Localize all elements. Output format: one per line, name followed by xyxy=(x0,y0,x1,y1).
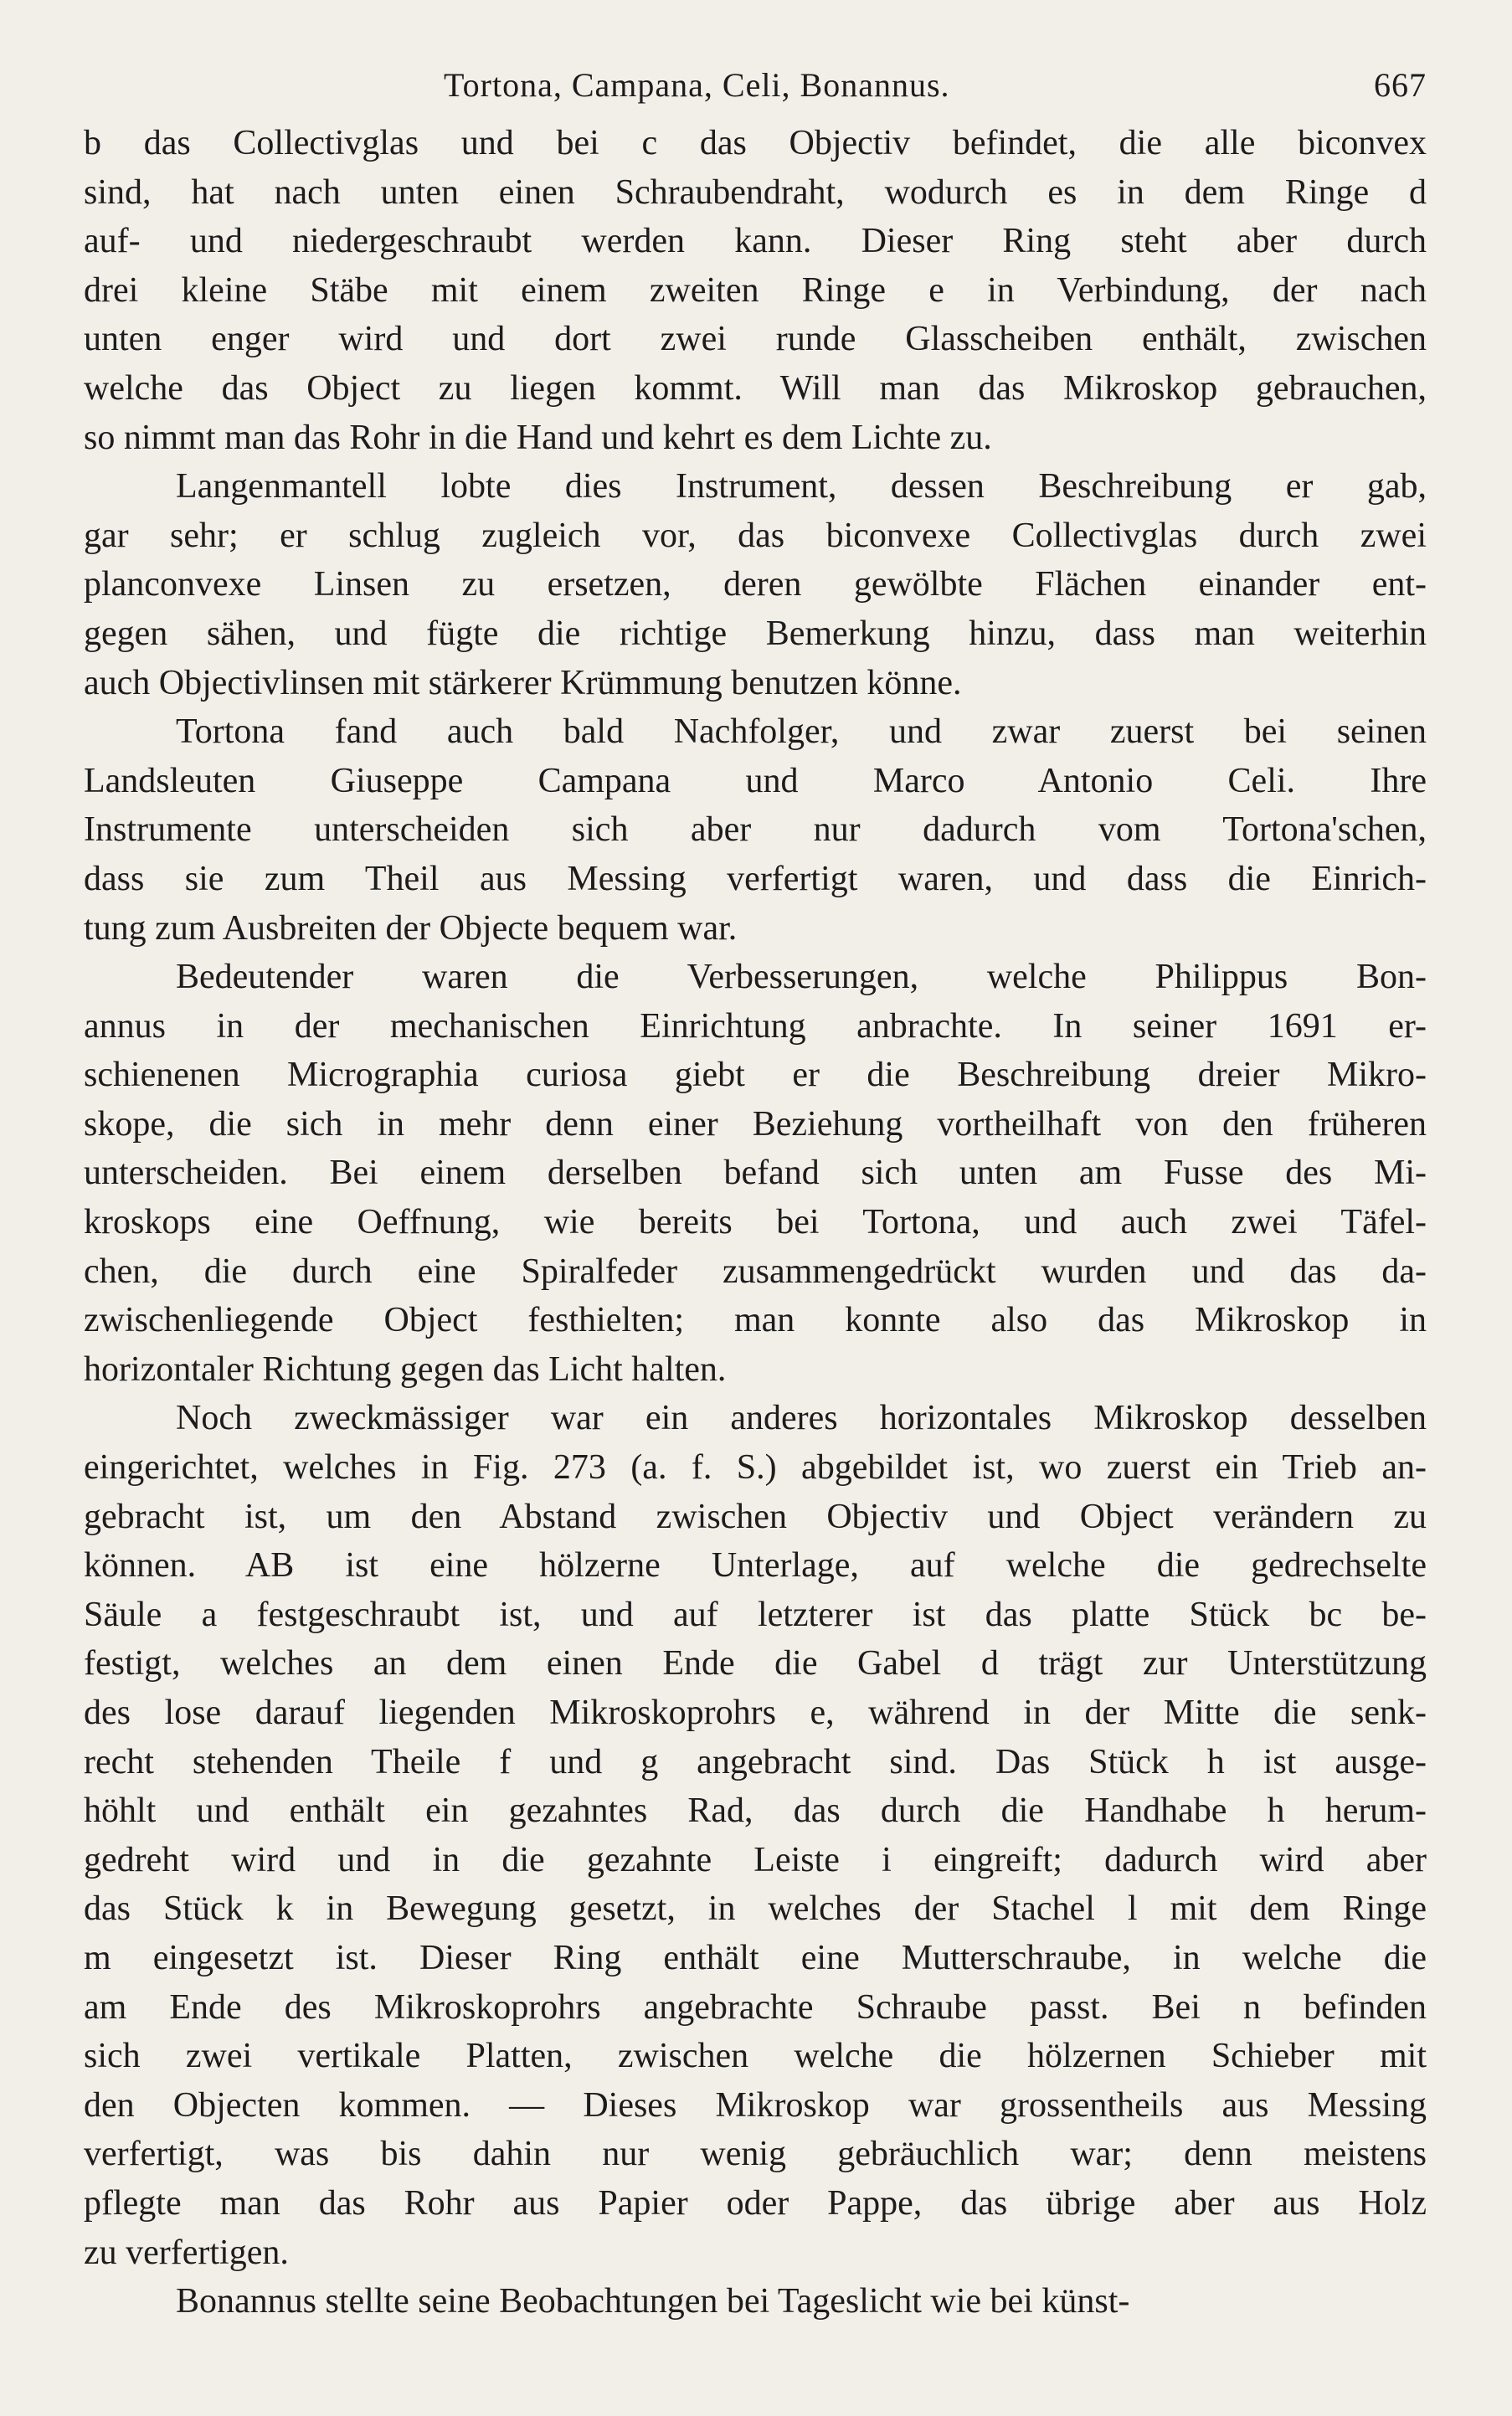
text-line: annus in der mechanischen Einrichtung anbrachte. In seiner 1691 er- xyxy=(84,1006,1427,1046)
text-line: festigt, welches an dem einen Ende die Gabel d trägt zur Unterstützung xyxy=(84,1644,1427,1683)
text-line: Bonannus stellte seine Beobachtungen bei Tageslicht wie bei künst- xyxy=(176,2282,1130,2321)
text-line: sind, hat nach unten einen Schraubendraht, wodurch es in dem Ringe d xyxy=(84,172,1427,212)
text-line: eingerichtet, welches in Fig. 273 (a. f. S.) abgebildet ist, wo zuerst ein Trieb an- xyxy=(84,1448,1427,1488)
text-line: horizontaler Richtung gegen das Licht halten. xyxy=(84,1349,727,1389)
text-line: schienenen Micrographia curiosa giebt er die Beschreibung dreier Mikro- xyxy=(84,1056,1427,1095)
page-number: 667 xyxy=(1374,66,1427,104)
text-line: Säule a festgeschraubt ist, und auf letzterer ist das platte Stück bc be- xyxy=(84,1595,1427,1634)
text-line: unten enger wird und dort zwei runde Glasscheiben enthält, zwischen xyxy=(84,320,1427,359)
text-line: gedreht wird und in die gezahnte Leiste i eingreift; dadurch wird aber xyxy=(84,1840,1427,1879)
text-line: tung zum Ausbreiten der Objecte bequem war. xyxy=(84,908,738,948)
text-line: chen, die durch eine Spiralfeder zusammengedrückt wurden und das da- xyxy=(84,1252,1427,1291)
text-line: welche das Object zu liegen kommt. Will man das Mikroskop gebrauchen, xyxy=(84,368,1427,408)
text-line: das Stück k in Bewegung gesetzt, in welches der Stachel l mit dem Ringe xyxy=(84,1889,1427,1929)
text-line: verfertigt, was bis dahin nur wenig gebräuchlich war; denn meistens xyxy=(84,2135,1427,2174)
text-line: b das Collectivglas und bei c das Objectiv befindet, die alle biconvex xyxy=(84,124,1427,162)
text-line: zu verfertigen. xyxy=(84,2233,289,2272)
text-line: auch Objectivlinsen mit stärkerer Krümmung benutzen könne. xyxy=(84,663,962,702)
text-line: zwischenliegende Object festhielten; man konnte also das Mikroskop in xyxy=(84,1301,1427,1340)
text-line: höhlt und enthält ein gezahntes Rad, das durch die Handhabe h herum- xyxy=(84,1791,1427,1831)
text-line: gegen sähen, und fügte die richtige Bemerkung hinzu, dass man weiterhin xyxy=(84,614,1427,653)
text-line: skope, die sich in mehr denn einer Beziehung vortheilhaft von den früheren xyxy=(84,1104,1427,1144)
text-line: m eingesetzt ist. Dieser Ring enthält eine Mutterschraube, in welche die xyxy=(84,1938,1427,1977)
text-line: können. AB ist eine hölzerne Unterlage, auf welche die gedrechselte xyxy=(84,1546,1427,1586)
text-line: recht stehenden Theile f und g angebracht sind. Das Stück h ist ausge- xyxy=(84,1742,1427,1781)
text-line: kroskops eine Oeffnung, wie bereits bei Tortona, und auch zwei Täfel- xyxy=(84,1203,1427,1242)
text-line: am Ende des Mikroskoprohrs angebrachte Schraube passt. Bei n befinden xyxy=(84,1987,1427,2027)
text-line: planconvexe Linsen zu ersetzen, deren gewölbte Flächen einander ent- xyxy=(84,565,1427,604)
text-line: pflegte man das Rohr aus Papier oder Pappe, das übrige aber aus Holz xyxy=(84,2183,1427,2223)
paragraph xyxy=(84,953,1427,1394)
text-line: gebracht ist, um den Abstand zwischen Objectiv und Object verändern zu xyxy=(84,1497,1427,1536)
text-line: Instrumente unterscheiden sich aber nur dadurch vom Tortona'schen, xyxy=(84,810,1427,850)
text-line: unterscheiden. Bei einem derselben befand sich unten am Fusse des Mi- xyxy=(84,1154,1427,1193)
paragraph xyxy=(84,1394,1427,2277)
text-line: den Objecten kommen. — Dieses Mikroskop war grossentheils aus Messing xyxy=(84,2085,1427,2125)
text-line: sich zwei vertikale Platten, zwischen welche die hölzernen Schieber mit xyxy=(84,2037,1427,2076)
running-header xyxy=(84,65,1427,119)
running-title: Tortona, Campana, Celi, Bonannus. xyxy=(444,66,950,104)
text-line: gar sehr; er schlug zugleich vor, das biconvexe Collectivglas durch zwei xyxy=(84,516,1427,555)
body-text xyxy=(84,119,1427,2326)
text-line: drei kleine Stäbe mit einem zweiten Ringe e in Verbindung, der nach xyxy=(84,270,1427,310)
text-line: Langenmantell lobte dies Instrument, dessen Beschreibung er gab, xyxy=(176,467,1427,506)
book-page xyxy=(84,65,1427,2359)
paragraph xyxy=(84,2277,1427,2326)
text-line: so nimmt man das Rohr in die Hand und kehrt es dem Lichte zu. xyxy=(84,418,992,457)
text-line: Noch zweckmässiger war ein anderes horizontales Mikroskop desselben xyxy=(176,1399,1427,1438)
text-line: Bedeutender waren die Verbesserungen, welche Philippus Bon- xyxy=(176,958,1427,997)
paragraph xyxy=(84,462,1427,707)
text-line: des lose darauf liegenden Mikroskoprohrs e, während in der Mitte die senk- xyxy=(84,1694,1427,1732)
text-line: Landsleuten Giuseppe Campana und Marco Antonio Celi. Ihre xyxy=(84,761,1427,800)
text-line: Tortona fand auch bald Nachfolger, und zwar zuerst bei seinen xyxy=(176,712,1427,752)
paragraph xyxy=(84,119,1427,462)
paragraph xyxy=(84,707,1427,953)
text-line: dass sie zum Theil aus Messing verfertigt waren, und dass die Einrich- xyxy=(84,859,1427,898)
text-line: auf- und niedergeschraubt werden kann. Dieser Ring steht aber durch xyxy=(84,222,1427,261)
